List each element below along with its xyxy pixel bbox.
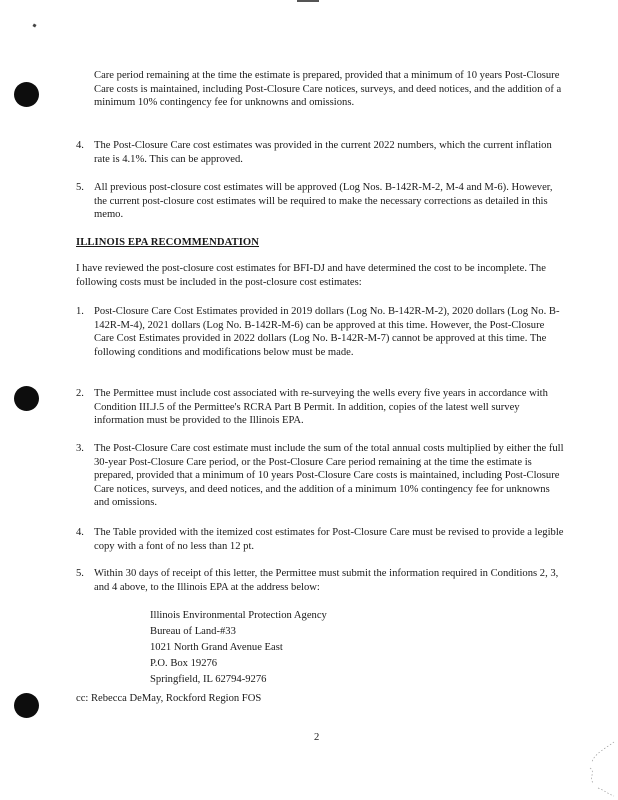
scan-speck xyxy=(32,23,36,27)
address-line: Springfield, IL 62794-9276 xyxy=(150,674,267,685)
punch-hole-bottom xyxy=(14,693,39,718)
address-line: Illinois Environmental Protection Agency xyxy=(150,610,327,621)
recommendation-number: 1. xyxy=(76,306,84,317)
recommendation-text: Post-Closure Care Cost Estimates provided in 2019 dollars (Log No. B-142R-M-2), 2020 dollars (Log No. B-142R-M-4), 2021 dollars (Log No. B-142R-M-6) can be approved at this time. However, the Post-Closure Care Cost Estimates provided in 2022 dollars (Log No. B-142R-M-7) cannot be approved at this time. The following conditions and modifications below must be made. xyxy=(94,306,560,358)
recommendation-text: The Table provided with the itemized cost estimates for Post-Closure Care must be revised to provide a legible copy with a font of no less than 12 pt. xyxy=(94,527,564,552)
recommendation-number: 3. xyxy=(76,443,84,454)
recommendation-number: 5. xyxy=(76,568,84,579)
punch-hole-middle xyxy=(14,386,39,411)
recommendation-text: Within 30 days of receipt of this letter, the Permittee must submit the information required in Conditions 2, 3, and 4 above, to the Illinois EPA at the address below: xyxy=(94,568,559,593)
punch-hole-top xyxy=(14,82,39,107)
address-line: 1021 North Grand Avenue East xyxy=(150,642,283,653)
scan-mark xyxy=(297,0,319,2)
recommendation-text: The Permittee must include cost associated with re-surveying the wells every five years in accordance with Condition III.J.5 of the Permittee's RCRA Part B Permit. In addition, copies of the latest well survey information must be provided to the Illinois EPA. xyxy=(94,388,548,427)
recommendation-text: The Post-Closure Care cost estimate must include the sum of the total annual costs multiplied by either the full 30-year Post-Closure Care period, or the Post-Closure Care period remaining at the time the estimate is prepared, provided that a minimum of 10 years Post-Closure Care costs is maintained, including Post-Closure Care notices, surveys, and deed notices, and the addition of a minimum 10% contingency fee for unknowns and omissions. xyxy=(94,443,564,509)
continued-paragraph: Care period remaining at the time the estimate is prepared, provided that a minimum of 10 years Post-Closure Care costs is maintained, including Post-Closure Care notices, surveys, and deed notices, and the addition of a minimum 10% contingency fee for unknowns and omissions. xyxy=(94,70,562,109)
margin-scribble xyxy=(584,738,618,800)
mailing-address xyxy=(150,608,450,688)
finding-text: All previous post-closure cost estimates will be approved (Log Nos. B-142R-M-2, M-4 and M-6). However, the current post-closure cost estimates will be required to make the necessary corrections as detailed in this memo. xyxy=(94,182,553,221)
address-line: P.O. Box 19276 xyxy=(150,658,218,669)
recommendation-number: 4. xyxy=(76,527,84,538)
intro-paragraph: I have reviewed the post-closure cost estimates for BFI-DJ and have determined the cost to be incomplete. The following costs must be included in the post-closure cost estimates: xyxy=(76,263,546,288)
finding-text: The Post-Closure Care cost estimates was provided in the current 2022 numbers, which the current inflation rate is 4.1%. This can be approved. xyxy=(94,140,552,165)
finding-number: 5. xyxy=(76,182,84,193)
cc-line: cc: Rebecca DeMay, Rockford Region FOS xyxy=(76,693,262,704)
section-heading: ILLINOIS EPA RECOMMENDATION xyxy=(76,237,260,248)
page-number: 2 xyxy=(314,732,320,743)
recommendation-number: 2. xyxy=(76,388,84,399)
address-line: Bureau of Land-#33 xyxy=(150,626,236,637)
finding-number: 4. xyxy=(76,140,84,151)
